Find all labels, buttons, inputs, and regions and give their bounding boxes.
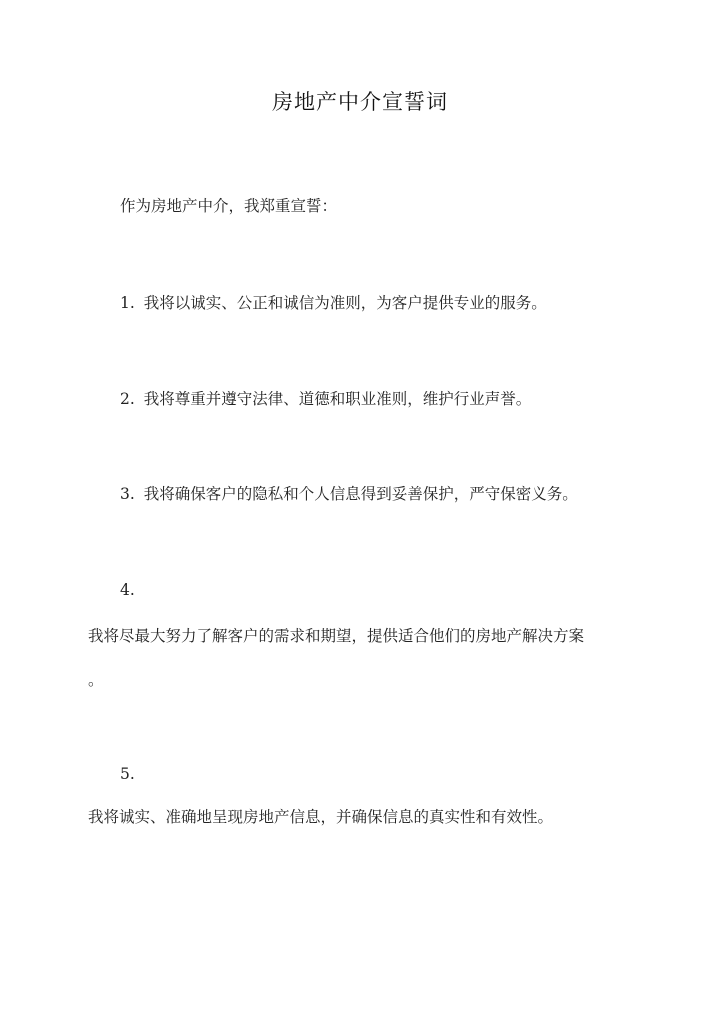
oath-item-1-number: 1.	[120, 294, 135, 312]
oath-item-2	[120, 389, 531, 409]
oath-item-5-number: 5.	[120, 765, 135, 783]
oath-intro: 作为房地产中介，我郑重宣誓：	[120, 197, 338, 215]
oath-item-5-text: 我将诚实、准确地呈现房地产信息，并确保信息的真实性和有效性。	[88, 808, 554, 826]
oath-item-2-number: 2.	[120, 390, 135, 408]
oath-item-3-text: 我将确保客户的隐私和个人信息得到妥善保护，严守保密义务。	[143, 485, 578, 503]
oath-item-4-tail: 。	[88, 671, 104, 689]
oath-item-1-text: 我将以诚实、公正和诚信为准则，为客户提供专业的服务。	[143, 294, 547, 312]
oath-item-3	[120, 484, 578, 504]
oath-item-2-text: 我将尊重并遵守法律、道德和职业准则，维护行业声誉。	[143, 390, 532, 408]
oath-item-3-number: 3.	[120, 485, 135, 503]
oath-item-4-text: 我将尽最大努力了解客户的需求和期望，提供适合他们的房地产解决方案	[88, 627, 585, 645]
document-title: 房地产中介宣誓词	[272, 90, 448, 114]
oath-item-1	[120, 293, 547, 313]
oath-item-4-number: 4.	[120, 581, 135, 599]
